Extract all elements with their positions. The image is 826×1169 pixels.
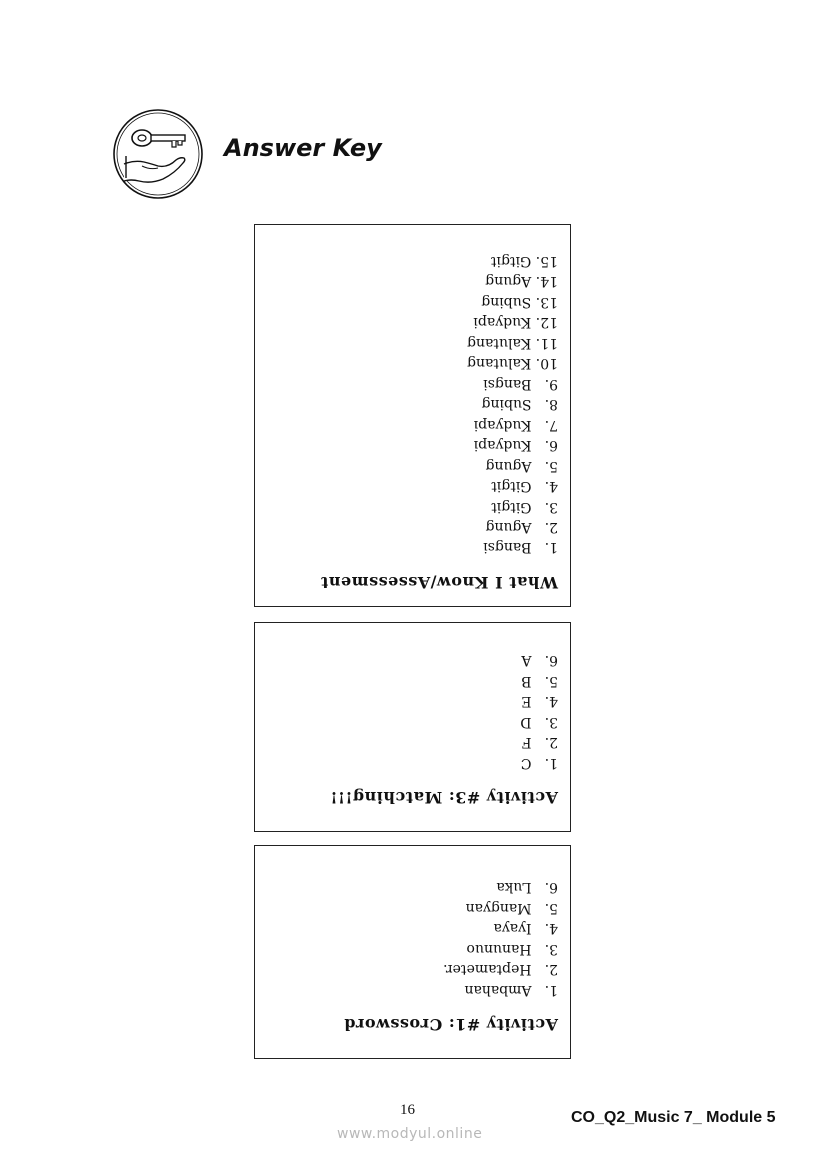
page-number: 16: [400, 1102, 415, 1118]
list-item: 6. Kudyapi: [473, 437, 558, 453]
list-item: 6. Luka: [496, 879, 558, 895]
list-item: 8. Subing: [481, 396, 558, 412]
list-item: 3. Hanunuo: [466, 941, 558, 957]
list-item: 14. Agung: [485, 273, 558, 289]
list-item: 5. Agung: [485, 458, 558, 474]
assessment-answer-box: [254, 224, 571, 607]
list-item: 4. E: [521, 693, 558, 709]
crossword-answer-box: [254, 845, 571, 1059]
section-title: Activity #3: Matching!!!: [329, 788, 558, 807]
list-item: 12. Kudyapi: [473, 314, 558, 330]
page-title: Answer Key: [224, 134, 382, 162]
list-item: 3. D: [520, 714, 558, 730]
list-item: 9. Bangsi: [483, 376, 558, 392]
list-item: 1. Ambahan: [464, 982, 558, 998]
list-item: 4. Iyaya: [493, 920, 558, 936]
watermark: www.modyul.online: [337, 1126, 483, 1142]
list-item: 11. Kalutang: [467, 335, 558, 351]
list-item: 6. A: [521, 652, 558, 668]
list-item: 10. Kalutang: [467, 355, 558, 371]
key-on-hand-icon: [112, 108, 204, 200]
list-item: 3. Gitgit: [491, 499, 558, 515]
list-item: 13. Subing: [481, 294, 558, 310]
matching-answer-box: [254, 622, 571, 832]
list-item: 4. Gitgit: [491, 478, 558, 494]
list-item: 2. F: [521, 734, 558, 750]
list-item: 1. Bangsi: [483, 539, 558, 555]
list-item: 2. Agung: [485, 519, 558, 535]
list-item: 1. C: [520, 755, 558, 771]
list-item: 5. Mangyan: [465, 900, 558, 916]
section-title: What I Know/Assessment: [320, 573, 558, 592]
section-title: Activity #1: Crossword: [343, 1015, 558, 1034]
list-item: 15. Gitgit: [490, 253, 558, 269]
list-item: 2. Heptameter.: [443, 961, 558, 977]
list-item: 5. B: [521, 673, 558, 689]
list-item: 7. Kudyapi: [473, 417, 558, 433]
module-code: CO_Q2_Music 7_ Module 5: [571, 1109, 776, 1126]
